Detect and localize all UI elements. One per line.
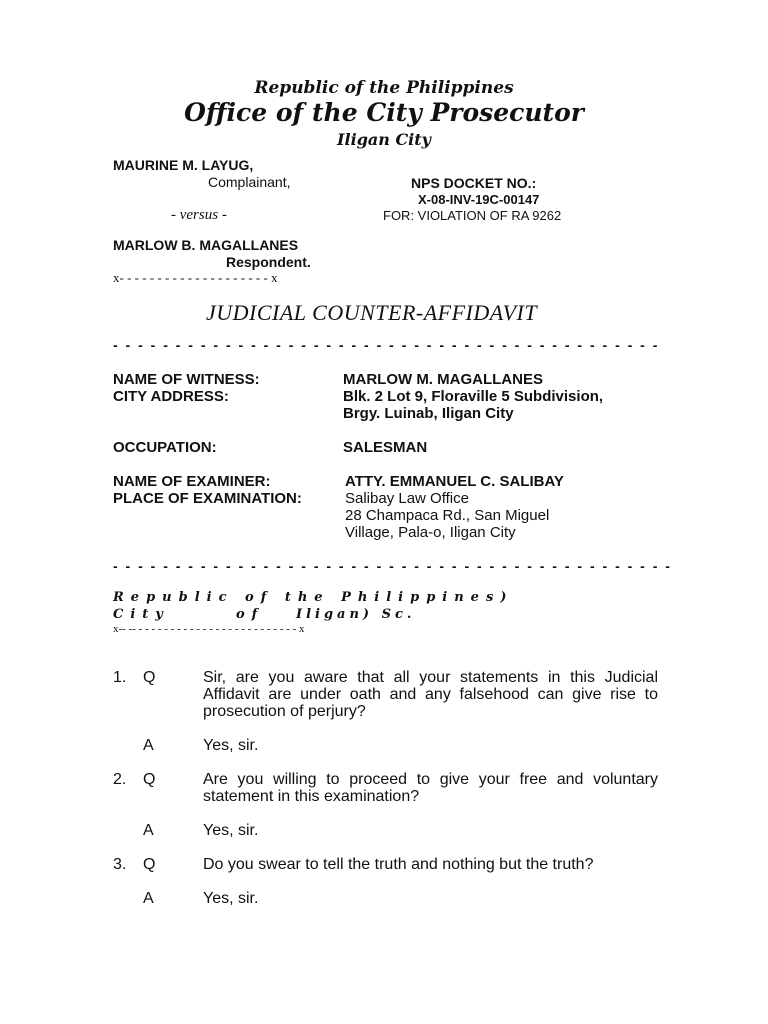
examiner-label: NAME OF EXAMINER: [113,473,271,490]
complainant-role: Complainant, [208,174,291,190]
qa-number: 3. [113,856,127,873]
respondent-role: Respondent. [226,254,311,270]
section-rule: - - - - - - - - - - - - - - - - - - - - - - - - - - - - - - - - - - - - - - - - - - - - - [113,558,672,574]
place-line3: Village, Pala-o, Iligan City [345,524,516,541]
docket-label: NPS DOCKET NO.: [411,175,537,191]
answer-label: A [143,822,154,839]
question-text: Do you swear to tell the truth and nothing but the truth? [203,856,594,873]
address-line1: Blk. 2 Lot 9, Floraville 5 Subdivision, [343,388,604,405]
answer-label: A [143,737,154,754]
venue-line1: Republic of the Philippines) [113,590,514,605]
witness-name-value: MARLOW M. MAGALLANES [343,371,543,388]
answer-text: Yes, sir. [203,822,259,839]
venue-separator: x-- -- - - - - - - - - - - - - - - - - - - - - - - - - - x [113,623,305,635]
question-label: Q [143,856,156,873]
question-text: Are you willing to proceed to give your free and voluntary statement in this examination? [203,771,658,805]
place-label: PLACE OF EXAMINATION: [113,490,302,507]
document-title: JUDICIAL COUNTER-AFFIDAVIT [206,300,538,325]
answer-text: Yes, sir. [203,737,259,754]
docket-number: X-08-INV-19C-00147 [418,192,540,207]
title-rule: - - - - - - - - - - - - - - - - - - - - - - - - - - - - - - - - - - - - - - - - - - - - [113,337,660,353]
occupation-label: OCCUPATION: [113,439,217,456]
qa-number: 1. [113,669,127,686]
caption-separator: x- - - - - - - - - - - - - - - - - - - - x [113,270,278,285]
respondent-name: MARLOW B. MAGALLANES [113,237,299,253]
header-republic: Republic of the Philippines [254,78,514,98]
question-label: Q [143,771,156,788]
header-office: Office of the City Prosecutor [184,98,584,127]
place-line1: Salibay Law Office [345,490,469,507]
answer-text: Yes, sir. [203,890,259,907]
examiner-value: ATTY. EMMANUEL C. SALIBAY [345,473,564,490]
venue-city-word: City [113,607,170,622]
witness-name-label: NAME OF WITNESS: [113,371,260,388]
question-text: Sir, are you aware that all your statements in this Judicial Affidavit are under oath and any falsehood can give rise to prosecution of perjury? [203,669,658,720]
occupation-value: SALESMAN [343,439,428,456]
question-label: Q [143,669,156,686]
address-label: CITY ADDRESS: [113,388,229,405]
complainant-name: MAURINE M. LAYUG, [113,157,254,173]
place-line2: 28 Champaca Rd., San Miguel [345,507,550,524]
answer-label: A [143,890,154,907]
violation-label: FOR: VIOLATION OF RA 9262 [383,208,562,223]
versus-label: - versus - [171,207,227,223]
venue-of-word: of [236,607,265,622]
header-city: Iligan City [337,130,431,149]
address-line2: Brgy. Luinab, Iligan City [343,405,514,422]
venue-iligan: Iligan) Sc. [296,607,416,622]
qa-number: 2. [113,771,127,788]
